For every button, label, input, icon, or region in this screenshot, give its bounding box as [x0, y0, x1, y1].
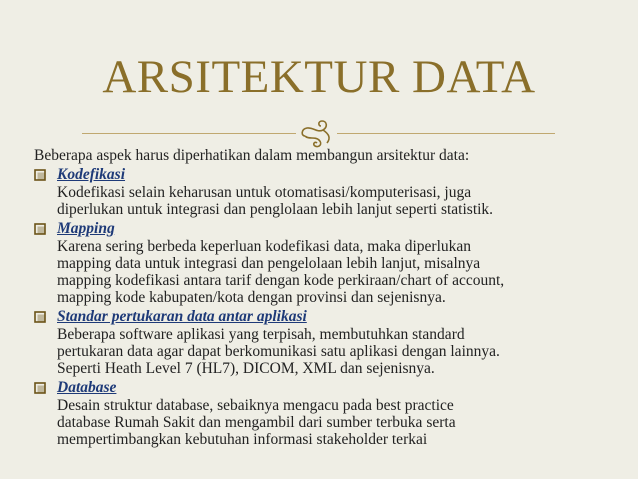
item-line: mempertimbangkan kebutuhan informasi stakeholder terkai	[57, 431, 428, 448]
list-item-mapping	[34, 220, 624, 306]
item-line: mapping data untuk integrasi dan pengelolaan lebih lanjut, misalnya	[57, 255, 481, 272]
item-title: Mapping	[57, 220, 115, 237]
ornament-icon	[297, 116, 335, 150]
intro-text: Beberapa aspek harus diperhatikan dalam membangun arsitektur data:	[34, 147, 470, 164]
list-item-kodefikasi	[34, 166, 624, 218]
list-item-standar-pertukaran	[34, 308, 624, 377]
slide-content	[34, 147, 624, 450]
item-line: database Rumah Sakit dan mengambil dari sumber terbuka serta	[57, 414, 456, 431]
item-line: mapping kodefikasi antara tarif dengan kode perkiraan/chart of account,	[57, 272, 505, 289]
item-line: Desain struktur database, sebaiknya mengacu pada best practice	[57, 397, 454, 414]
slide-title: ARSITEKTUR DATA	[102, 51, 536, 103]
item-line: pertukaran data agar dapat berkomunikasi satu aplikasi dengan lainnya.	[57, 343, 500, 360]
checkbox-bullet-icon	[34, 169, 46, 181]
checkbox-bullet-icon	[34, 311, 46, 323]
title-divider-right	[337, 133, 555, 134]
item-line: Seperti Heath Level 7 (HL7), DICOM, XML dan sejenisnya.	[57, 360, 435, 377]
item-line: Beberapa software aplikasi yang terpisah, membutuhkan standard	[57, 326, 465, 343]
title-divider-left	[82, 133, 296, 134]
checkbox-bullet-icon	[34, 223, 46, 235]
item-line: diperlukan untuk integrasi dan penglolaan lebih lanjut seperti statistik.	[57, 201, 494, 218]
checkbox-bullet-icon	[34, 382, 46, 394]
item-title: Kodefikasi	[57, 166, 126, 183]
item-title: Database	[57, 379, 117, 396]
item-line: Karena sering berbeda keperluan kodefikasi data, maka diperlukan	[57, 238, 472, 255]
list-item-database	[34, 379, 624, 448]
item-line: Kodefikasi selain keharusan untuk otomatisasi/komputerisasi, juga	[57, 184, 472, 201]
item-line: mapping kode kabupaten/kota dengan provinsi dan sejenisnya.	[57, 289, 446, 306]
item-title: Standar pertukaran data antar aplikasi	[57, 308, 307, 325]
